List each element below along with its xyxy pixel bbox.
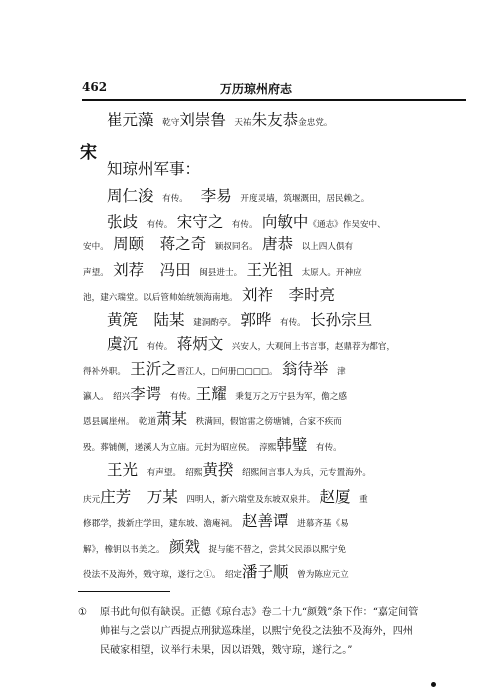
note-text: 有传。 <box>138 220 177 230</box>
text-line <box>107 161 200 178</box>
name-text: 李谔 <box>130 385 162 403</box>
page-number: 462 <box>82 80 108 94</box>
note-text: 解》，橡钥以书美之。 <box>83 545 169 555</box>
note-text: 庆元 <box>83 495 101 505</box>
name-text: 王光 <box>107 461 139 479</box>
text-line <box>107 214 386 231</box>
name-text: 潘子顺 <box>242 563 289 581</box>
note-text: 池，建六瑞堂。以后管帅始统领海南地。 <box>83 293 242 303</box>
footnote-line: 帅崔与之尝以广西提点刑狱巡珠崖，以熙宁免役之法独不及海外，四州 <box>100 626 413 637</box>
name-text: 宋守之 <box>176 213 224 231</box>
note-text: 有传。 <box>161 392 196 402</box>
note-text: 颖叔同名。 <box>206 242 262 252</box>
note-text: 声望。 <box>83 268 114 278</box>
note-text: 建洞酌亭。 <box>184 318 241 328</box>
name-text: 萧某 <box>156 410 188 428</box>
text-line <box>107 188 369 205</box>
text-line <box>107 312 372 329</box>
note-text: 瀛人。 <box>83 392 114 402</box>
name-text: 张歧 <box>107 213 139 231</box>
header-rule <box>82 99 466 101</box>
name-text: 长孙宗旦 <box>310 311 373 329</box>
name-text: 郭晔 <box>240 311 272 329</box>
footnote-line: 民破家相望，议举行未果，因以语戣，戣守琼，遂行之。” <box>100 645 353 656</box>
footnote-line: 原书此句似有缺误。正德《琼台志》卷二十九“颜戣”条下作：“嘉定间管 <box>100 607 419 618</box>
note-text: 得补外职。 <box>83 367 131 377</box>
name-text: 崔元藻 <box>107 111 154 129</box>
name-text: 刘祚 李时亮 <box>241 286 335 304</box>
name-text: 李易 <box>200 187 232 205</box>
note-text: 《通志》作吴安中、 <box>308 220 386 230</box>
note-text: 役法不及海外，戣守琼，遂行之 <box>83 570 204 580</box>
name-text: 韩璧 <box>276 436 308 454</box>
name-text: 翁待举 <box>281 360 329 378</box>
name-text: 王耀 <box>195 385 227 403</box>
note-text: 进慕齐基《易 <box>288 519 349 529</box>
text-line <box>83 539 346 556</box>
name-text: 颜戣 <box>168 538 200 556</box>
note-text: 开度灵墙，筑堰溉田，居民赖之。 <box>231 194 370 204</box>
name-text: 朱友恭 <box>251 111 299 129</box>
footnote-rule <box>78 591 170 592</box>
note-text: 津 <box>328 367 346 377</box>
note-text: 重 <box>350 495 368 505</box>
note-text: 兴安人，大观间上书言事，赵鼎荐为都官， <box>223 342 396 352</box>
note-text: 捉与能不替之，尝其父民添以熙宁免 <box>199 545 347 555</box>
note-text: 绍熙间言事人为兵，元专置海外。 <box>233 468 371 478</box>
footnote-mark: ① <box>78 607 88 618</box>
name-text: 王沂之 <box>130 360 177 378</box>
note-text: 曾为陈应元立 <box>288 570 349 580</box>
name-text: 蒋炳文 <box>176 335 224 353</box>
name-text: 周仁浚 <box>107 187 154 205</box>
note-text: 太原人。开神应 <box>292 268 362 278</box>
note-text: 修郡学，拨新庄学田，建东坡、澹庵祠。 <box>83 519 242 529</box>
name-text: 唐恭 <box>261 235 293 253</box>
name-text: 周颐 蒋之奇 <box>113 235 207 253</box>
note-text: 有传。 <box>271 318 311 328</box>
note-text: 殁。葬铺侧，递溪人为立庙。元封为昭应侯。 淳熙 <box>83 443 277 453</box>
dynasty-heading: 宋 <box>80 143 97 163</box>
name-text: 庄芳 万某 <box>100 488 178 506</box>
note-text: 乾守 <box>153 118 180 128</box>
running-title: 万历琼州府志 <box>220 82 293 96</box>
note-text: ① <box>203 570 212 580</box>
note-text: 天祐 <box>225 118 252 128</box>
note-text: 以上四人俱有 <box>292 242 354 252</box>
text-line <box>83 564 349 581</box>
text-line <box>83 437 342 454</box>
note-text: 有传。 <box>223 220 262 230</box>
name-text: 知琼州军事： <box>107 160 201 178</box>
text-line <box>83 236 353 253</box>
note-text: 闽县进士。 <box>190 268 247 278</box>
name-text: 黄揆 <box>202 461 234 479</box>
note-text: 恩县属崖州。 乾道 <box>83 417 157 427</box>
name-text: 虞沉 <box>107 335 139 353</box>
text-line <box>83 386 347 403</box>
text-line <box>83 513 349 530</box>
text-line <box>83 262 362 279</box>
note-text: 有传。 <box>307 443 342 453</box>
text-line <box>107 462 371 479</box>
page-dot <box>431 682 436 687</box>
note-text: 金忠党。 <box>298 118 333 128</box>
name-text: 刘荐 冯田 <box>113 261 191 279</box>
name-text: 向敏中 <box>261 213 309 231</box>
name-text: 王光祖 <box>246 261 293 279</box>
name-text: 赵厦 <box>319 488 351 506</box>
note-text: 四明人，新六瑞堂及东坡双泉井。 <box>177 495 320 505</box>
note-text: 秩满回，假馆雷之傍塘铺，合家不疾而 <box>187 417 342 427</box>
name-text: 赵善谭 <box>241 512 289 530</box>
note-text: 秉复万之万宁县为军，儋之感 <box>226 392 348 402</box>
text-line <box>83 411 342 428</box>
note-text: 晋江人，□何册□□□□。 <box>176 367 282 377</box>
name-text: 刘崇鲁 <box>179 111 226 129</box>
note-text: 绍兴 <box>113 392 131 402</box>
text-line <box>83 489 368 506</box>
note-text: 有传。 <box>153 194 201 204</box>
name-text: 黄箎 陆某 <box>107 311 185 329</box>
page-header <box>82 80 466 96</box>
note-text: 有传。 <box>138 342 177 352</box>
note-text: 安中。 <box>83 242 114 252</box>
text-line <box>107 336 395 353</box>
text-line <box>107 112 333 129</box>
text-line <box>83 287 335 304</box>
note-text: 有声望。 绍熙 <box>138 468 203 478</box>
footnote-body <box>100 603 462 660</box>
text-line <box>83 361 346 378</box>
note-text: 。 绍定 <box>211 570 243 580</box>
